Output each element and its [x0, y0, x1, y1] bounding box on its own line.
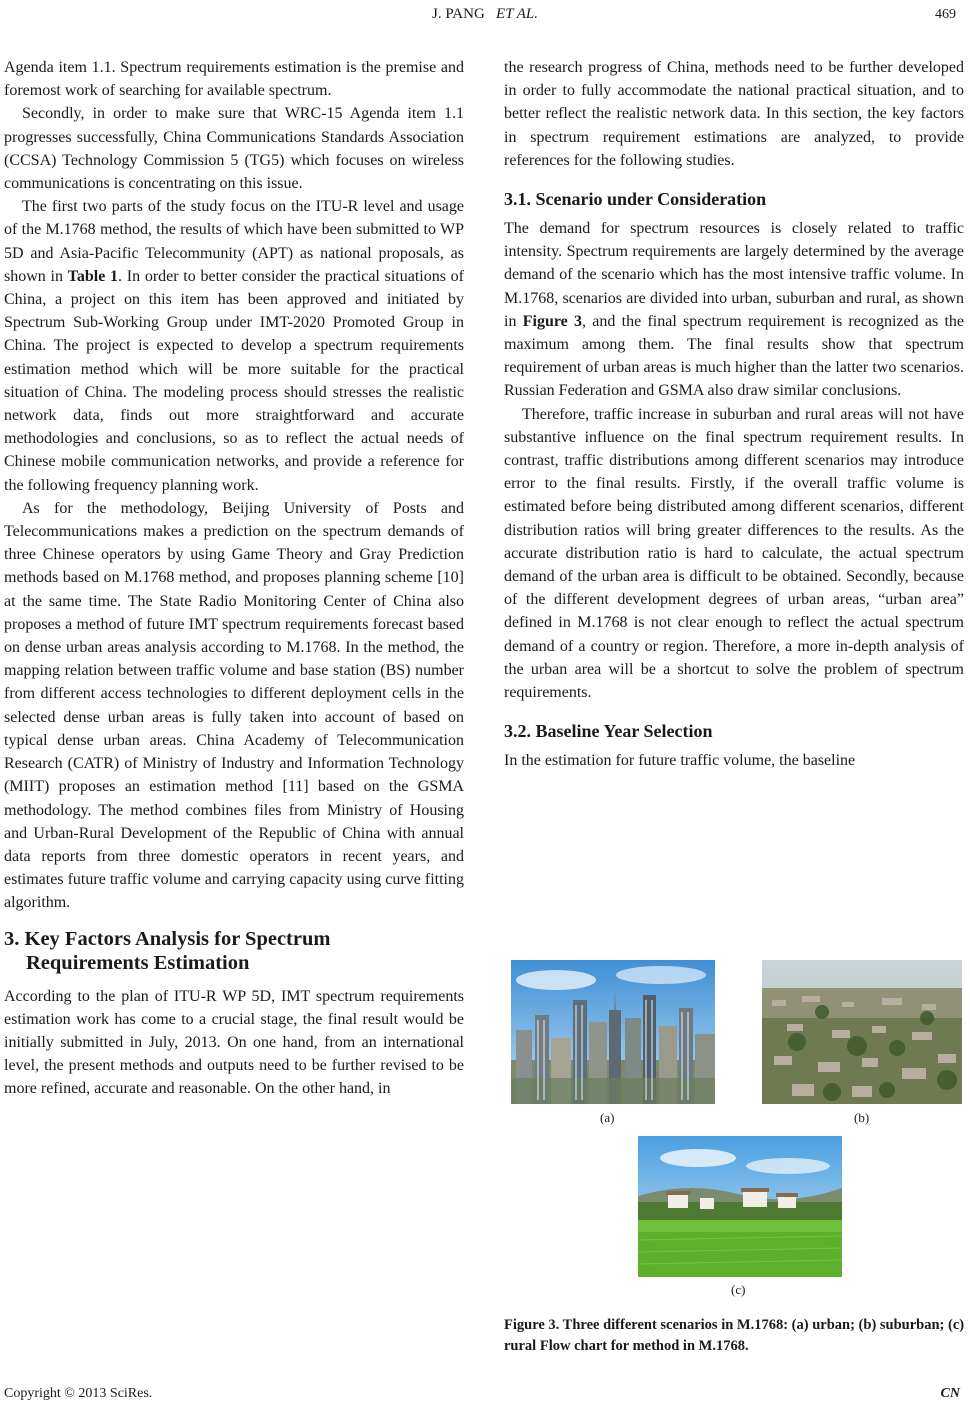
suburban-photo	[762, 960, 962, 1104]
paragraph-text: , and the final spectrum requirement is recognized as the maximum among them. The final results show that spectrum requirement of urban areas is much higher than the latter two scenarios. Russian Federation and GSMA also draw similar conclusions.	[504, 312, 965, 400]
urban-skyline-image	[511, 960, 715, 1104]
paragraph-text: The demand for spectrum resources is closely related to traffic intensity. Spectrum requirements are largely determined by the average demand of the scenario which has the most intensive traffic volume. In M.1768, scenarios are divided into urban, suburban and rural, as shown in	[504, 220, 964, 330]
paragraph: As for the methodology, Beijing University of Posts and Telecommunications makes a prediction on the spectrum demands of three Chinese operators by using Game Theory and Gray Prediction methods based on M.1768 method, and proposes planning scheme [10] at the same time. The State Radio Monitoring Center of China also proposes a method of future IMT spectrum requirements forecast based on dense urban areas analysis according to M.1768. In the method, the mapping relation between traffic volume and base station (BS) number from different access technologies to different deployment cells in the selected dense urban areas is fully taken into account of based on typical dense urban areas. China Academy of Telecommunication Research (CATR) of Ministry of Industry and Information Technology (MIIT) proposes an estimation method [11] based on the GSMA methodology. The method combines files from Ministry of Housing and Urban-Rural Development of the Republic of China with annual data reports from three domestic operators in recent years, and estimates future traffic volume and carrying capacity using curve fitting algorithm.	[4, 499, 464, 912]
figure-label-b: (b)	[854, 1110, 870, 1125]
paragraph	[4, 195, 464, 497]
paragraph	[504, 217, 964, 403]
journal-abbreviation: CN	[940, 1386, 960, 1401]
rural-photo	[638, 1136, 842, 1277]
paragraph: According to the plan of ITU-R WP 5D, IMT spectrum requirements estimation work has come to a crucial stage, the final result would be initially submitted in July, 2013. On one hand, from an international level, the present methods and outputs need to be further revised to be more refined, accurate and reasonable. On the other hand, in	[4, 987, 464, 1098]
page-number: 469	[935, 7, 956, 22]
header-et-al: ET AL.	[496, 6, 539, 22]
section-heading	[4, 927, 464, 975]
paragraph-text: . In order to better consider the practical situations of China, a project on this item has been approved and initiated by Spectrum Sub-Working Group under IMT-2020 Promoted Group in China. The project is expected to develop a spectrum requirements estimation method which will be more suitable for the practical situation of China. The modeling process should stresses the realistic network data, finds out more straightforward and accurate methodologies and conclusions, so as to reflect the actual needs of Chinese mobile communication networks, and provide a reference for the following frequency planning work.	[4, 267, 464, 494]
paragraph: the research progress of China, methods need to be further developed in order to fully accommodate the national practical situation, and to better reflect the realistic network data. In this section, the key factors in spectrum requirement estimations are analyzed, to provide references for the following studies.	[504, 59, 964, 169]
figure-reference-link[interactable]: Figure 3	[522, 312, 583, 330]
paragraph-text: The first two parts of the study focus on the ITU-R level and usage of the M.1768 method, the results of which have been submitted to WP 5D and Asia-Pacific Telecommunity (APT) as national proposals, as shown in	[4, 198, 464, 285]
suburban-aerial-image	[762, 960, 962, 1104]
figure-label-a: (a)	[600, 1110, 615, 1125]
right-column	[504, 56, 964, 772]
section-heading-line: 3. Key Factors Analysis for Spectrum	[4, 927, 331, 950]
figure-caption: Figure 3. Three different scenarios in M.1768: (a) urban; (b) suburban; (c) rural Flow chart for method in M.1768.	[504, 1317, 965, 1354]
copyright-notice: Copyright © 2013 SciRes.	[4, 1386, 153, 1401]
running-header	[0, 6, 970, 23]
subsection-heading: 3.2. Baseline Year Selection	[504, 721, 713, 742]
rural-landscape-image	[638, 1136, 842, 1277]
paragraph: Agenda item 1.1. Spectrum requirements estimation is the premise and foremost work of searching for available spectrum.	[4, 59, 464, 100]
table-reference-link[interactable]: Table 1	[67, 267, 119, 285]
paragraph: In the estimation for future traffic volume, the baseline	[504, 752, 856, 770]
subsection-heading: 3.1. Scenario under Consideration	[504, 189, 767, 210]
page-footer	[0, 1386, 970, 1406]
figure-label-c: (c)	[731, 1282, 746, 1297]
page-header	[0, 6, 970, 26]
paragraph: Therefore, traffic increase in suburban and rural areas will not have substantive influence on the final spectrum requirement results. In contrast, traffic distributions among different scenarios may introduce error to the final results. Firstly, if the overall traffic volume is estimated before being distributed among different scenarios, different distribution ratios will bring greater differences to the results. As the accurate distribution ratio is hard to calculate, the actual spectrum demand of the urban area is difficult to be obtained. Secondly, because of the different development degrees of urban areas, “urban area” defined in M.1768 is not clear enough to reflect the actual spectrum demand of a country or region. Therefore, a more in-depth analysis of the urban area will be a shortcut to solve the problem of spectrum requirements.	[504, 405, 964, 702]
urban-photo	[511, 960, 715, 1104]
header-author: J. PANG	[431, 6, 485, 22]
left-column	[4, 56, 464, 1101]
section-heading-line: Requirements Estimation	[26, 951, 250, 974]
figure-3	[504, 960, 964, 1325]
paragraph: Secondly, in order to make sure that WRC-15 Agenda item 1.1 progresses successfully, China Communications Standards Association (CCSA) Technology Commission 5 (TG5) which focuses on wireless communications is concentrating on this issue.	[4, 105, 464, 193]
